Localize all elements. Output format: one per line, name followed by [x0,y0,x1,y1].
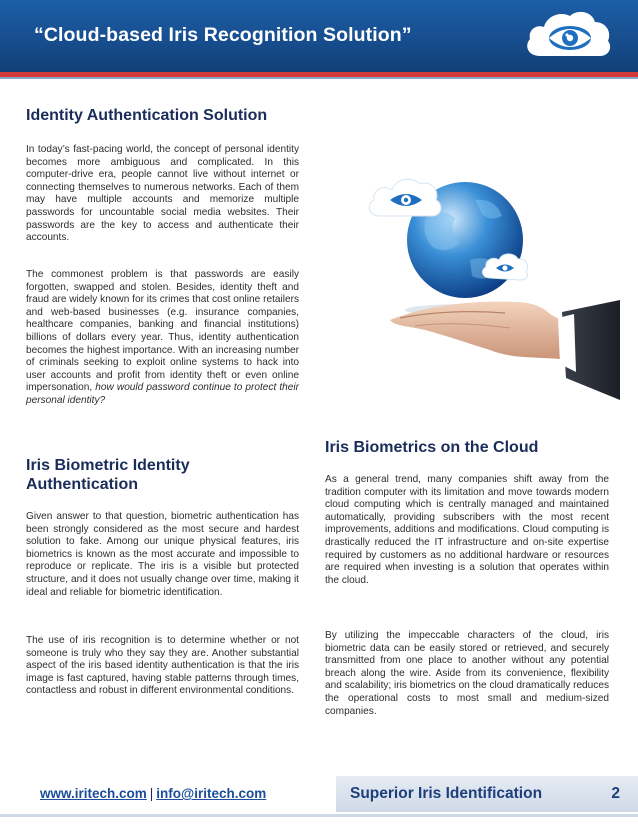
cloud-eye-icon [522,6,614,64]
footer-tagline: Superior Iris Identification [350,785,543,802]
section-heading-identity-authentication: Identity Authentication Solution [26,107,268,124]
paragraph-cloud-trend: As a general trend, many companies shift away from the tradition computer with its limitation and move towards modern cloud computing which is centrally managed and maintained automatically, providing subscribers with the most recent improvements, additions and modifications. Cloud computing is drastically reduced the IT infrastructure and on-site expertise required by customers as no additional hardware or resources are required when investing is a solution that operates within the cloud. [325,474,609,586]
paragraph-iris-recognition-use: The use of iris recognition is to determine whether or not someone is truly who they say they are. Another substantial aspect of the iris based identity authentication is that the iris image is fast captured, having stable patterns through times, contactless and robust in different environmental conditions. [26,635,299,697]
section-heading-iris-cloud: Iris Biometrics on the Cloud [325,439,539,456]
website-link[interactable]: www.iritech.com [40,786,147,801]
header-secondary-rule [0,77,638,79]
section-heading-iris-biometric-line1: Iris Biometric Identity [26,457,190,474]
paragraph-biometric-answer: Given answer to that question, biometric authentication has been strongly considered as the most secure and hardest solution to fake. Among our unique physical features, iris biometrics is known as the most accurate and impossible to reproduce or replicate. The iris is a visible but protected structure, and it does not usually change over time, making it ideal and reliable for biometric identification. [26,511,299,598]
paragraph-password-problem-question: how would password continue to protect their personal identity? [26,382,299,406]
paragraph-password-problem [26,269,299,408]
section-heading-iris-biometric-line2: Authentication [26,476,138,493]
footer-contact [40,786,266,801]
hand-holding-globe-illustration [330,150,620,422]
paragraph-cloud-benefits: By utilizing the impeccable characters of the cloud, iris biometric data can be easily stored or retrieved, and securely transmitted from one place to another without any potential breach along the wire. Aside from its convenience, flexibility and scalability; iris biometrics on the cloud dramatically reduces the operational costs to most small and medium-sized companies. [325,630,609,717]
paragraph-intro: In today’s fast-pacing world, the concept of personal identity becomes more ambiguous and complicated. In this computer-drive era, people cannot live without internet or connecting themselves to numerous networks. Each of them may have multiple accounts and memorize multiple passwords for uncountable social media websites. Their passwords are the key to access and authenticate their accounts. [26,144,299,244]
footer-separator: | [149,786,154,801]
footer-band [336,776,638,812]
document-title: “Cloud-based Iris Recognition Solution” [34,24,412,46]
page-number: 2 [611,785,620,802]
page-header [0,0,638,72]
footer-rule [0,814,638,817]
paragraph-password-problem-text: The commonest problem is that passwords are easily forgotten, swapped and stolen. Besides, identity theft and fraud are widely known for its crimes that cost online retailers and web-based businesses (e.g. insurance companies, healthcare companies, banking and financial institutions) billions of dollars every year. Thus, identity authentication becomes the highest importance. With an increasing number of criminals seeking to exploit online systems to hack into user accounts and profit from identity theft or even online impersonation, [26,269,299,394]
email-link[interactable]: info@iritech.com [156,786,267,801]
